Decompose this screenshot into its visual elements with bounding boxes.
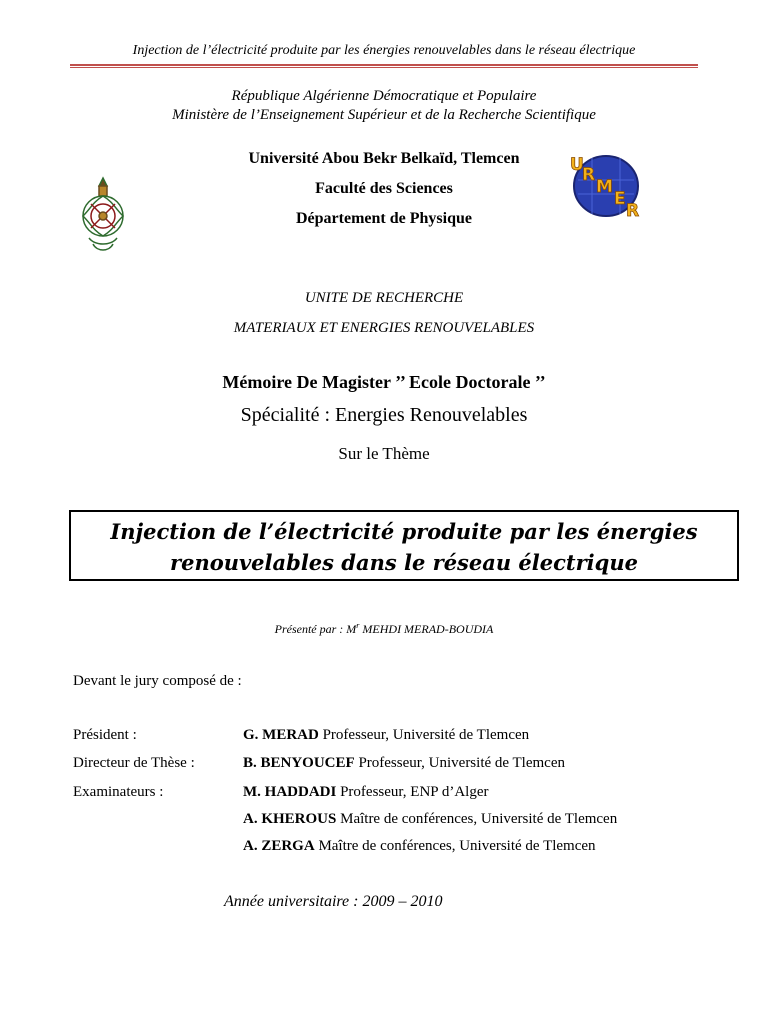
jury-role: Président : (73, 727, 137, 743)
thesis-title-line2: renouvelables dans le réseau électrique (170, 550, 638, 575)
country-name: République Algérienne Démocratique et Populaire (231, 88, 537, 104)
academic-year: Année universitaire : 2009 – 2010 (224, 893, 443, 910)
jury-member-affiliation: Professeur, Université de Tlemcen (354, 755, 565, 771)
header-rule-thin (70, 67, 698, 68)
thesis-title-line1: Injection de l’électricité produite par les énergies (110, 519, 698, 544)
svg-text:R: R (626, 201, 640, 221)
running-header: Injection de l’électricité produite par les énergies renouvelables dans le réseau électrique (132, 43, 636, 58)
jury-member-affiliation: Professeur, Université de Tlemcen (318, 727, 530, 743)
header-rule (70, 64, 698, 66)
svg-text:U: U (570, 155, 584, 175)
svg-text:R: R (582, 165, 596, 185)
jury-member (243, 811, 617, 828)
jury-member (243, 755, 565, 772)
jury-role: Examinateurs : (73, 784, 164, 800)
thesis-title-box (69, 510, 739, 581)
faculty-name: Faculté des Sciences (315, 180, 453, 197)
ministry-name: Ministère de l’Enseignement Supérieur et de la Recherche Scientifique (172, 107, 596, 123)
jury-member-name: M. HADDADI (243, 784, 337, 800)
svg-text:E: E (614, 189, 626, 209)
department-name: Département de Physique (296, 210, 472, 227)
jury-member (243, 727, 529, 744)
jury-intro: Devant le jury composé de : (73, 673, 242, 689)
jury-member-affiliation: Professeur, ENP d’Alger (336, 784, 489, 800)
presenter-prefix: Présenté par : M (274, 622, 357, 636)
svg-text:M: M (596, 177, 613, 197)
thesis-title (71, 516, 737, 578)
presenter-title-sup: r (356, 621, 360, 630)
research-unit-line2: MATERIAUX ET ENERGIES RENOUVELABLES (233, 320, 535, 336)
jury-role: Directeur de Thèse : (73, 755, 195, 771)
university-name: Université Abou Bekr Belkaïd, Tlemcen (248, 150, 520, 167)
jury-member-name: A. ZERGA (243, 838, 315, 854)
presenter (0, 621, 768, 637)
theme-label: Sur le Thème (338, 444, 430, 463)
specialite: Spécialité : Energies Renouvelables (240, 404, 528, 426)
jury-member-affiliation: Maître de conférences, Université de Tlemcen (336, 811, 618, 827)
jury-member (243, 838, 596, 855)
jury-member (243, 784, 488, 801)
jury-member-name: B. BENYOUCEF (243, 755, 355, 771)
research-unit-line1: UNITE DE RECHERCHE (304, 290, 464, 306)
presenter-name: MEHDI MERAD-BOUDIA (359, 622, 494, 636)
jury-member-name: A. KHEROUS (243, 811, 337, 827)
jury-member-name: G. MERAD (243, 727, 319, 743)
memoire-heading: Mémoire De Magister ’’ Ecole Doctorale ’’ (222, 372, 546, 392)
jury-member-affiliation: Maître de conférences, Université de Tlemcen (314, 838, 596, 854)
